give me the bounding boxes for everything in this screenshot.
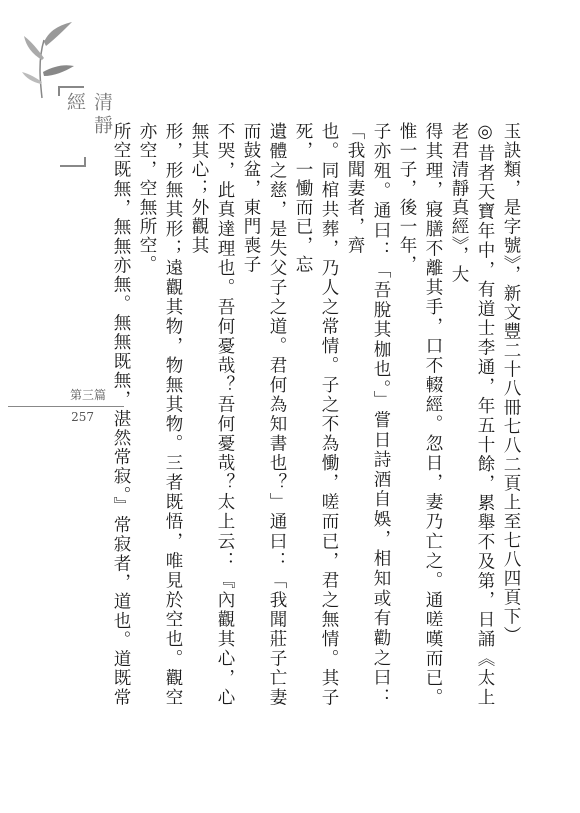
text-line: 形，形無其形；遠觀其物，物無其物。三者既悟，唯見於空也。觀空亦空，空無所空。: [137, 122, 183, 707]
section-label: 第三篇: [69, 388, 106, 402]
book-logo: [20, 20, 113, 150]
body-text: [108, 122, 524, 707]
logo-bracket-bottom: [60, 157, 86, 167]
page-header: [8, 386, 124, 424]
text-line: 得其理，寢膳不離其手，口不輟經。忽日，妻乃亡之。通嗟嘆而已。惟一子，後一年，: [397, 122, 443, 707]
text-line: 玉訣類，是字號》，新文豐二十八冊七八二頁上至七八四頁下）: [501, 122, 521, 646]
text-line: 所空既無，無無亦無。無無既無，湛然常寂。』常寂者，道也。道既常: [111, 122, 131, 707]
text-line: 不哭，此真達理也。吾何憂哉？吾何憂哉？太上云：『內觀其心，心無其心；外觀其: [189, 122, 235, 707]
header-rule: [8, 406, 124, 407]
text-line: 也。同棺共葬，乃人之常情。子之不為慟，嗟而已，君之無情。其子死，一慟而已，忘: [293, 122, 339, 707]
logo-title: 清靜經: [64, 92, 113, 138]
page-number: 257: [71, 410, 94, 424]
text-line: 遺體之慈，是失父子之道。君何為知書也？」通曰：「我聞莊子亡妻而鼓盆，東門喪子: [241, 122, 287, 707]
text-line: 子亦殂。通曰：「吾脫其枷也。」嘗日詩酒自娛，相知或有勸之曰：「我聞妻者，齊: [345, 122, 391, 707]
text-line: ◎昔者天寶年中，有道士李通，年五十餘，累舉不及第，日誦《太上老君清靜真經》，大: [449, 122, 495, 707]
